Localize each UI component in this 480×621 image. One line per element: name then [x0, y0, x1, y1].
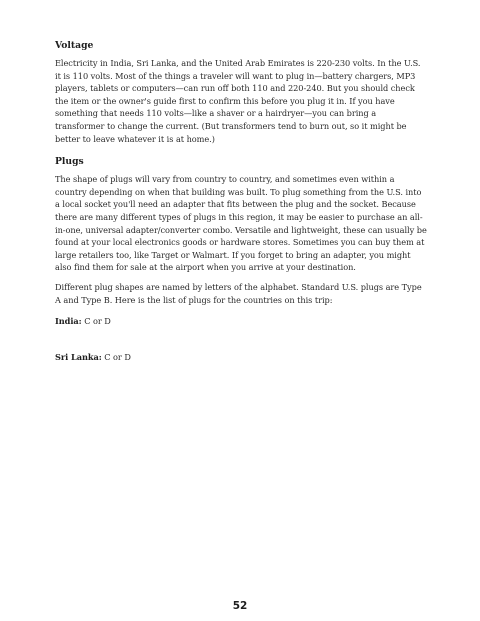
- country-name: India:: [55, 316, 82, 327]
- plugs-paragraph-2: Different plug shapes are named by letters of the alphabet. Standard U.S. plugs are Type A and Type B. Here is the list of plugs for the countries on this trip:: [55, 281, 422, 305]
- plugs-paragraph-1: The shape of plugs will vary from country to country, and sometimes even within a country depending on when that building was built. To plug something from the U.S. into a local socket you'll need an adapter that fits between the plug and the socket. Because there are many different types of plugs in this region, it may be easier to purchase an all-in-one, universal adapter/converter combo. Versatile and lightweight, these can usually be found at your local electronics goods or hardware stores. Sometimes you can buy them at large retailers too, like Target or Walmart. If you forget to bring an adapter, you might also find them for sale at the airport when you arrive at your destination.: [55, 174, 427, 273]
- plugs-heading: Plugs: [55, 156, 84, 168]
- voltage-paragraph: Electricity in India, Sri Lanka, and the United Arab Emirates is 220-230 volts. In the U.S. it is 110 volts. Most of the things a traveler will want to plug in—battery chargers, MP3 players, tablets or computers—can run off both 110 and 220-240. But you should check the item or the owner's guide first to confirm this before you plug it in. If you have something that needs 110 volts—like a shaver or a hairdryer—you can bring a transformer to change the current. (But transformers tend to burn out, so it might be better to leave whatever it is at home.): [55, 58, 421, 144]
- country-name: Sri Lanka:: [55, 352, 102, 363]
- page-content: [55, 40, 427, 363]
- plugs-section: [55, 156, 427, 363]
- voltage-heading: Voltage: [55, 40, 94, 51]
- plug-types: C or D: [104, 352, 131, 363]
- voltage-section: [55, 40, 427, 145]
- page-number: 52: [232, 600, 248, 612]
- plug-types: C or D: [84, 316, 111, 327]
- country-plug-sri-lanka: [55, 351, 427, 363]
- country-plug-india: [55, 315, 427, 327]
